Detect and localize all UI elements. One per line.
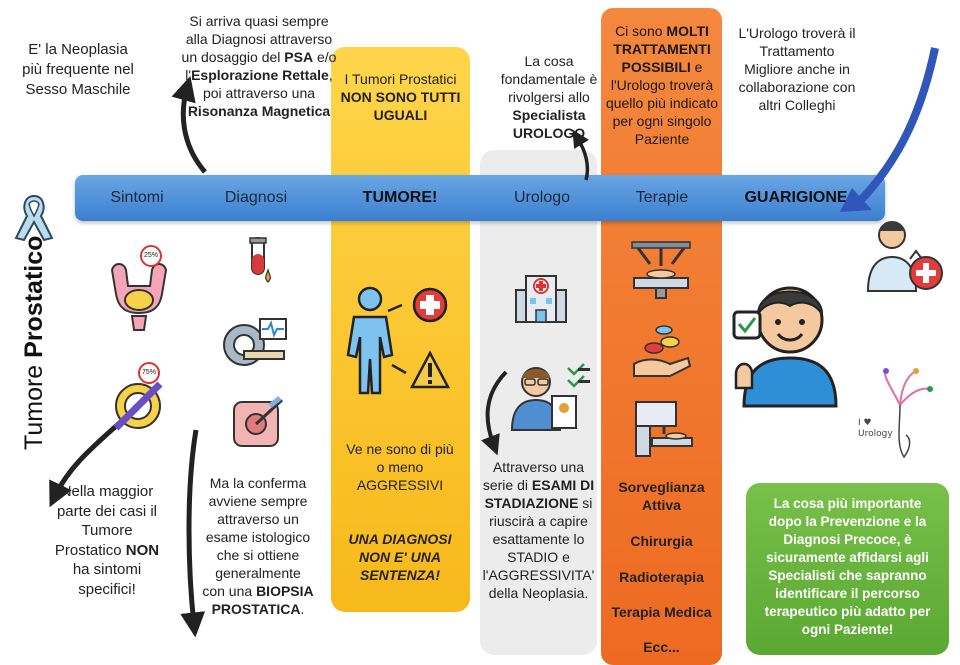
cardiologist-icon [866,215,946,293]
title-light: Tumore [20,357,48,450]
tumor-mid-text: Ve ne sono di più o meno AGGRESSIVI [346,441,454,493]
intro-text: E' la Neoplasia più frequente nel Sesso Maschile [22,41,134,98]
patient-icon [340,285,460,405]
healing-top-text: L'Urologo troverà il Trattamento Migliore anche in collaborazione con altri Colleghi [738,25,856,113]
treatment-radioterapia: Radioterapia [619,569,704,585]
timeline-tumore: TUMORE! [362,189,438,206]
text-part: ha sintomi specifici! [72,561,142,598]
text-part: Nella maggior parte dei casi il Tumore Prostatico [54,483,158,559]
doctor-icon [508,362,592,432]
title-bold: Prostatico [20,235,48,358]
arrow-diagnosis-up [183,88,205,172]
text-part: , poi attraverso una [202,67,333,101]
signature-text: I ♥ Urology [858,418,893,439]
text-part: I Tumori Prostatici [344,71,457,87]
text-bold: Esplorazione Rettale [191,67,329,83]
text-part: e l'Urologo troverà quello più indicato per ogni singolo Paziente [605,59,719,147]
text-bold: PSA [284,49,314,65]
prostate-icon [104,258,174,333]
tumor-bottom-text: UNA DIAGNOSI NON E' UNA SENTENZA! [348,531,452,583]
text-part: si riuscirà a capire esattamente lo STADIO e l'AGGRESSIVITA' della Neoplasia. [482,495,595,601]
treatment-sorveglianza: Sorveglianza Attiva [618,479,705,513]
biopsy-icon [230,396,286,452]
arrow-urologist-down [488,372,506,446]
text-part: La cosa fondamentale è rivolgersi allo [500,53,598,105]
text-part: Si arriva quasi sempre alla Diagnosi attraverso un dosaggio del [181,13,333,65]
text-part: Attraverso una serie di [482,459,585,493]
percent-badge-75: 75% [138,362,160,384]
percent-badge-25: 25% [140,245,162,267]
arrow-diagnosis-down [189,430,196,625]
timeline-guarigione: GUARIGIONE [744,189,848,206]
arrow-blue-big [858,48,935,203]
text-bold: Risonanza Magnetica [187,103,331,119]
arrow-urologist-up [577,137,587,180]
mri-scanner-icon [222,315,288,371]
pills-hand-icon [630,322,692,380]
timeline-sintomi: Sintomi [110,189,164,206]
text-part: . [300,601,305,617]
text-bold: MOLTI TRATTAMENTI POSSIBILI [613,23,711,75]
no-symptoms-icon [110,378,166,434]
text-bold: NON SONO TUTTI UGUALI [340,89,461,123]
radiotherapy-machine-icon [628,398,694,460]
text-part: e/o l' [185,49,337,83]
timeline-urologo: Urologo [513,189,571,206]
symptoms-bottom-text [52,482,162,599]
treatment-ecc: Ecc... [643,639,680,655]
diagnosis-bottom-text [202,474,314,618]
key-message-box: La cosa più importante dopo la Prevenzione e la Diagnosi Precoce, è sicuramente affidarsi agli Specialisti che sapranno identificare il percorso terapeutico più adatto per ogni Paziente! [746,483,949,655]
hospital-icon [512,268,570,326]
text-bold: NON [125,541,160,559]
treatment-chirurgia: Chirurgia [630,533,693,549]
text-part: Ci sono [615,23,667,39]
urologist-bottom-text [480,458,597,602]
timeline-terapie: Terapie [635,189,689,206]
signature-doodle-icon [860,365,940,465]
treatment-terapia-medica: Terapia Medica [611,604,712,620]
text-part: Ma la conferma avviene sempre attraverso un esame istologico che si ottiene generalmente con una [202,475,311,599]
happy-patient-icon [730,278,840,408]
surgical-robot-icon [628,238,694,300]
text-bold: Specialista UROLOGO [512,107,586,141]
timeline-diagnosi: Diagnosi [224,189,288,206]
blood-test-icon [244,236,276,286]
text-bold: BIOPSIA PROSTATICA [211,583,314,617]
text-bold: ESAMI DI STADIAZIONE [484,477,595,511]
